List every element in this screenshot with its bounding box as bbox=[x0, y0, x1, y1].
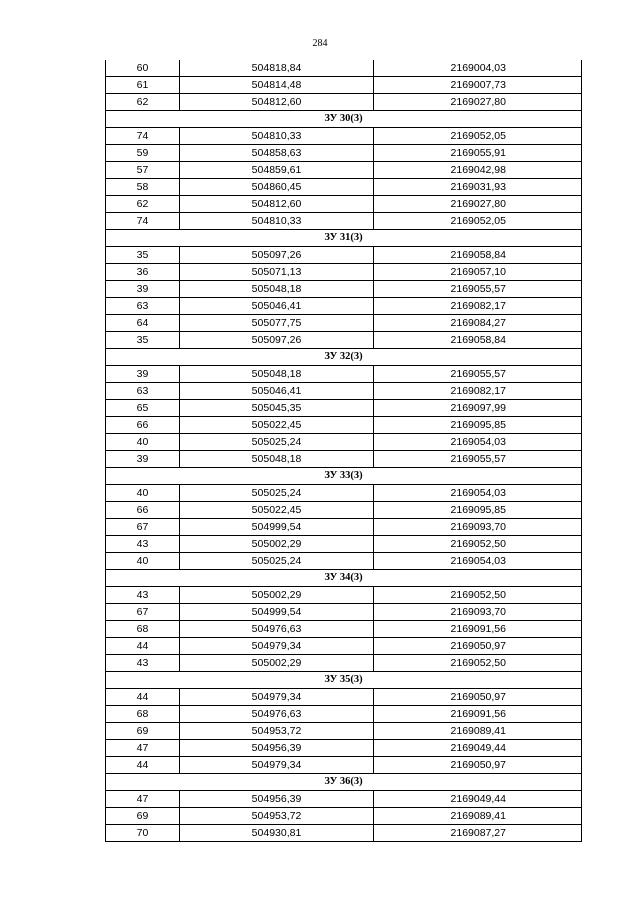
x-coordinate-cell: 505046,41 bbox=[180, 298, 374, 315]
section-title: ЗУ 34(3) bbox=[106, 570, 582, 587]
y-coordinate-cell: 2169049,44 bbox=[374, 740, 582, 757]
x-coordinate-cell: 504956,39 bbox=[180, 791, 374, 808]
point-number-cell: 63 bbox=[106, 298, 180, 315]
table-row bbox=[106, 434, 582, 451]
x-coordinate-cell: 505045,35 bbox=[180, 400, 374, 417]
table-row bbox=[106, 213, 582, 230]
table-row bbox=[106, 655, 582, 672]
table-row bbox=[106, 94, 582, 111]
point-number-cell: 44 bbox=[106, 689, 180, 706]
point-number-cell: 58 bbox=[106, 179, 180, 196]
point-number-cell: 39 bbox=[106, 451, 180, 468]
x-coordinate-cell: 504953,72 bbox=[180, 808, 374, 825]
section-title: ЗУ 30(3) bbox=[106, 111, 582, 128]
table-row bbox=[106, 553, 582, 570]
x-coordinate-cell: 504979,34 bbox=[180, 689, 374, 706]
y-coordinate-cell: 2169054,03 bbox=[374, 434, 582, 451]
y-coordinate-cell: 2169052,50 bbox=[374, 587, 582, 604]
section-header-row bbox=[106, 349, 582, 366]
y-coordinate-cell: 2169055,91 bbox=[374, 145, 582, 162]
x-coordinate-cell: 505022,45 bbox=[180, 502, 374, 519]
y-coordinate-cell: 2169007,73 bbox=[374, 77, 582, 94]
table-row bbox=[106, 162, 582, 179]
x-coordinate-cell: 504976,63 bbox=[180, 706, 374, 723]
x-coordinate-cell: 504999,54 bbox=[180, 604, 374, 621]
y-coordinate-cell: 2169052,05 bbox=[374, 128, 582, 145]
point-number-cell: 65 bbox=[106, 400, 180, 417]
table-row bbox=[106, 706, 582, 723]
point-number-cell: 62 bbox=[106, 94, 180, 111]
y-coordinate-cell: 2169087,27 bbox=[374, 825, 582, 842]
section-title: ЗУ 32(3) bbox=[106, 349, 582, 366]
x-coordinate-cell: 504859,61 bbox=[180, 162, 374, 179]
x-coordinate-cell: 504812,60 bbox=[180, 196, 374, 213]
x-coordinate-cell: 505048,18 bbox=[180, 451, 374, 468]
table-row bbox=[106, 825, 582, 842]
y-coordinate-cell: 2169089,41 bbox=[374, 723, 582, 740]
point-number-cell: 69 bbox=[106, 808, 180, 825]
point-number-cell: 36 bbox=[106, 264, 180, 281]
x-coordinate-cell: 504979,34 bbox=[180, 638, 374, 655]
section-header-row bbox=[106, 111, 582, 128]
x-coordinate-cell: 505025,24 bbox=[180, 434, 374, 451]
table-row bbox=[106, 264, 582, 281]
x-coordinate-cell: 505097,26 bbox=[180, 332, 374, 349]
y-coordinate-cell: 2169052,50 bbox=[374, 536, 582, 553]
section-title: ЗУ 31(3) bbox=[106, 230, 582, 247]
x-coordinate-cell: 505025,24 bbox=[180, 485, 374, 502]
y-coordinate-cell: 2169052,50 bbox=[374, 655, 582, 672]
table-row bbox=[106, 604, 582, 621]
x-coordinate-cell: 504953,72 bbox=[180, 723, 374, 740]
point-number-cell: 60 bbox=[106, 60, 180, 77]
point-number-cell: 57 bbox=[106, 162, 180, 179]
section-title: ЗУ 35(3) bbox=[106, 672, 582, 689]
y-coordinate-cell: 2169097,99 bbox=[374, 400, 582, 417]
section-header-row bbox=[106, 774, 582, 791]
x-coordinate-cell: 505071,13 bbox=[180, 264, 374, 281]
table-row bbox=[106, 128, 582, 145]
table-row bbox=[106, 366, 582, 383]
x-coordinate-cell: 505002,29 bbox=[180, 655, 374, 672]
table-row bbox=[106, 519, 582, 536]
point-number-cell: 39 bbox=[106, 281, 180, 298]
table-row bbox=[106, 451, 582, 468]
y-coordinate-cell: 2169089,41 bbox=[374, 808, 582, 825]
y-coordinate-cell: 2169093,70 bbox=[374, 604, 582, 621]
y-coordinate-cell: 2169055,57 bbox=[374, 281, 582, 298]
table-row bbox=[106, 621, 582, 638]
point-number-cell: 66 bbox=[106, 417, 180, 434]
x-coordinate-cell: 504860,45 bbox=[180, 179, 374, 196]
point-number-cell: 43 bbox=[106, 655, 180, 672]
y-coordinate-cell: 2169084,27 bbox=[374, 315, 582, 332]
table-row bbox=[106, 332, 582, 349]
point-number-cell: 35 bbox=[106, 332, 180, 349]
x-coordinate-cell: 504818,84 bbox=[180, 60, 374, 77]
y-coordinate-cell: 2169027,80 bbox=[374, 196, 582, 213]
table-row bbox=[106, 417, 582, 434]
y-coordinate-cell: 2169027,80 bbox=[374, 94, 582, 111]
y-coordinate-cell: 2169049,44 bbox=[374, 791, 582, 808]
point-number-cell: 43 bbox=[106, 587, 180, 604]
y-coordinate-cell: 2169042,98 bbox=[374, 162, 582, 179]
point-number-cell: 47 bbox=[106, 791, 180, 808]
x-coordinate-cell: 505025,24 bbox=[180, 553, 374, 570]
point-number-cell: 61 bbox=[106, 77, 180, 94]
point-number-cell: 63 bbox=[106, 383, 180, 400]
table-row bbox=[106, 77, 582, 94]
point-number-cell: 44 bbox=[106, 638, 180, 655]
x-coordinate-cell: 504979,34 bbox=[180, 757, 374, 774]
table-row bbox=[106, 400, 582, 417]
x-coordinate-cell: 505077,75 bbox=[180, 315, 374, 332]
table-row bbox=[106, 247, 582, 264]
point-number-cell: 47 bbox=[106, 740, 180, 757]
table-row bbox=[106, 740, 582, 757]
y-coordinate-cell: 2169052,05 bbox=[374, 213, 582, 230]
point-number-cell: 40 bbox=[106, 485, 180, 502]
point-number-cell: 74 bbox=[106, 213, 180, 230]
section-header-row bbox=[106, 468, 582, 485]
table-row bbox=[106, 689, 582, 706]
table-row bbox=[106, 60, 582, 77]
table-row bbox=[106, 298, 582, 315]
table-row bbox=[106, 485, 582, 502]
point-number-cell: 74 bbox=[106, 128, 180, 145]
point-number-cell: 67 bbox=[106, 604, 180, 621]
table-row bbox=[106, 791, 582, 808]
point-number-cell: 44 bbox=[106, 757, 180, 774]
table-row bbox=[106, 179, 582, 196]
x-coordinate-cell: 505048,18 bbox=[180, 281, 374, 298]
point-number-cell: 69 bbox=[106, 723, 180, 740]
point-number-cell: 35 bbox=[106, 247, 180, 264]
point-number-cell: 68 bbox=[106, 706, 180, 723]
x-coordinate-cell: 505046,41 bbox=[180, 383, 374, 400]
y-coordinate-cell: 2169050,97 bbox=[374, 757, 582, 774]
x-coordinate-cell: 505048,18 bbox=[180, 366, 374, 383]
y-coordinate-cell: 2169093,70 bbox=[374, 519, 582, 536]
point-number-cell: 68 bbox=[106, 621, 180, 638]
table-row bbox=[106, 723, 582, 740]
section-header-row bbox=[106, 230, 582, 247]
y-coordinate-cell: 2169091,56 bbox=[374, 621, 582, 638]
coordinates-table bbox=[105, 60, 582, 842]
y-coordinate-cell: 2169095,85 bbox=[374, 502, 582, 519]
table-row bbox=[106, 536, 582, 553]
x-coordinate-cell: 504999,54 bbox=[180, 519, 374, 536]
y-coordinate-cell: 2169082,17 bbox=[374, 383, 582, 400]
point-number-cell: 62 bbox=[106, 196, 180, 213]
table-row bbox=[106, 315, 582, 332]
x-coordinate-cell: 504810,33 bbox=[180, 128, 374, 145]
page-number: 284 bbox=[312, 38, 328, 49]
y-coordinate-cell: 2169054,03 bbox=[374, 485, 582, 502]
y-coordinate-cell: 2169058,84 bbox=[374, 247, 582, 264]
x-coordinate-cell: 504956,39 bbox=[180, 740, 374, 757]
y-coordinate-cell: 2169082,17 bbox=[374, 298, 582, 315]
y-coordinate-cell: 2169091,56 bbox=[374, 706, 582, 723]
x-coordinate-cell: 505002,29 bbox=[180, 587, 374, 604]
table-row bbox=[106, 196, 582, 213]
y-coordinate-cell: 2169058,84 bbox=[374, 332, 582, 349]
x-coordinate-cell: 504814,48 bbox=[180, 77, 374, 94]
x-coordinate-cell: 504930,81 bbox=[180, 825, 374, 842]
x-coordinate-cell: 504976,63 bbox=[180, 621, 374, 638]
y-coordinate-cell: 2169057,10 bbox=[374, 264, 582, 281]
x-coordinate-cell: 505022,45 bbox=[180, 417, 374, 434]
y-coordinate-cell: 2169055,57 bbox=[374, 451, 582, 468]
point-number-cell: 66 bbox=[106, 502, 180, 519]
section-header-row bbox=[106, 570, 582, 587]
section-title: ЗУ 33(3) bbox=[106, 468, 582, 485]
table-row bbox=[106, 281, 582, 298]
table-row bbox=[106, 757, 582, 774]
section-title: ЗУ 36(3) bbox=[106, 774, 582, 791]
point-number-cell: 67 bbox=[106, 519, 180, 536]
x-coordinate-cell: 504858,63 bbox=[180, 145, 374, 162]
coordinates-table-body bbox=[106, 60, 582, 842]
x-coordinate-cell: 505002,29 bbox=[180, 536, 374, 553]
y-coordinate-cell: 2169050,97 bbox=[374, 638, 582, 655]
y-coordinate-cell: 2169054,03 bbox=[374, 553, 582, 570]
point-number-cell: 39 bbox=[106, 366, 180, 383]
y-coordinate-cell: 2169004,03 bbox=[374, 60, 582, 77]
y-coordinate-cell: 2169095,85 bbox=[374, 417, 582, 434]
y-coordinate-cell: 2169050,97 bbox=[374, 689, 582, 706]
y-coordinate-cell: 2169055,57 bbox=[374, 366, 582, 383]
x-coordinate-cell: 505097,26 bbox=[180, 247, 374, 264]
point-number-cell: 64 bbox=[106, 315, 180, 332]
point-number-cell: 40 bbox=[106, 553, 180, 570]
point-number-cell: 70 bbox=[106, 825, 180, 842]
table-row bbox=[106, 587, 582, 604]
point-number-cell: 59 bbox=[106, 145, 180, 162]
x-coordinate-cell: 504810,33 bbox=[180, 213, 374, 230]
table-row bbox=[106, 502, 582, 519]
table-row bbox=[106, 808, 582, 825]
table-row bbox=[106, 145, 582, 162]
point-number-cell: 43 bbox=[106, 536, 180, 553]
table-row bbox=[106, 638, 582, 655]
table-row bbox=[106, 383, 582, 400]
y-coordinate-cell: 2169031,93 bbox=[374, 179, 582, 196]
section-header-row bbox=[106, 672, 582, 689]
x-coordinate-cell: 504812,60 bbox=[180, 94, 374, 111]
point-number-cell: 40 bbox=[106, 434, 180, 451]
